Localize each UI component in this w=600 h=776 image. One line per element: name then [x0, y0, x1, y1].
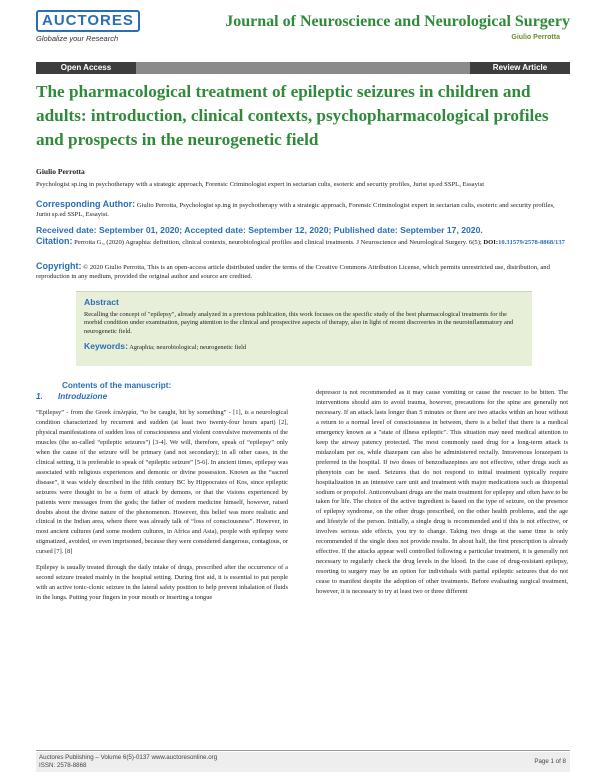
right-column: [316, 388, 568, 603]
left-column: [36, 408, 288, 609]
author-affiliation: Psychologist sp.ing in psychotherapy with a strategic approach, Forensic Criminologist expert in sectarian cults, esoteric and security profiles, Jurist sp.ed SSPL, Essayist: [36, 181, 485, 188]
article-author: Giulio Perrotta: [36, 167, 85, 176]
footer-publisher: Auctores Publishing – Volume 6(5)-0137 www.auctoresonline.org: [39, 754, 218, 761]
section-title: Introduzione: [58, 392, 108, 401]
abstract-box: [76, 291, 532, 366]
section-heading: [36, 392, 107, 401]
open-access-badge: Open Access: [36, 62, 136, 74]
article-dates: Received date: September 01, 2020; Accepted date: September 12, 2020; Published date: September 17, 2020.: [36, 225, 483, 235]
doi-label: DOI:: [483, 239, 499, 246]
article-type-badge: Review Article: [470, 62, 570, 74]
keywords-label: Keywords:: [84, 341, 128, 352]
abstract-heading: Abstract: [84, 297, 119, 307]
paragraph: “Epilepsy” - from the Greek ἐπιληψία, “to be caught, hit by something” - [1], is a neurological condition characterized by recurrent and sudden (at least two twenty-four hours apart) [2], physical manifestations of sudden loss of consciousness and violent convulsive movements of the muscles (the so-called “epileptic seizures”) [3-4]. We will, therefore, speak of “epilepsy” only when the cause of the seizure will be primary (and not secondary); in all other cases, in the clinical setting, it is preferable to speak of “epileptic seizure” [5-6]. In ancient times, epilepsy was associated with religious experiences and demonic or divine possession. Known as the “sacred disease”, it was widely described in the fifth century BC by Hippocrates of Kos, since epileptic seizures were thought to be a form of attack by demons, or that the visions experienced by patients were messages from the gods; the father of modern medicine himself, however, raised doubts about the divine nature of the phenomenon. However, this belief was more realistic and clinical in the Indian area, where there was already talk of “loss of consciousness”. However, in most ancient cultures (and some modern cultures, in Africa and Asia), people with epilepsy were stigmatized, avoided, or even imprisoned, because they were considered dangerous, contagious, or cursed [7]. [8]: [36, 409, 288, 556]
corresponding-author: [36, 200, 570, 219]
citation-text: Perrotta G., (2020) Agraphia: definition, clinical contexts, neurobiological profiles and clinical treatments. J Neuroscience and Neurological Surgery. 6(5);: [74, 239, 482, 246]
section-number: 1.: [36, 392, 43, 401]
citation: [36, 237, 570, 248]
copyright-label: Copyright:: [36, 261, 82, 271]
journal-header-author: Giulio Perrotta: [511, 34, 560, 41]
page-number: Page 1 of 8: [534, 758, 566, 765]
citation-label: Citation:: [36, 236, 73, 246]
keywords: [84, 341, 524, 351]
abstract-text: Recalling the concept of "epilepsy", already analyzed in a previous publication, this work focuses on the specific study of the best pharmacological treatments for the morbid condition under examination, paying attention to the clinical and prospective aspects of therapy, also in light of recent discoveries in the neuroinflammatory and neurogenetic field.: [84, 311, 514, 335]
corresponding-text: Giulio Perrotta, Psychologist sp.ing in psychotherapy with a strategic approach, Forensic Criminologist expert in sectarian cults, esoteric and security profiles, Jurist sp.ed SSPL, Essayist.: [36, 202, 555, 218]
paragraph: Epilepsy is usually treated through the daily intake of drugs, prescribed after the occurrence of a second seizure treated mainly in the hospital setting. During first aid, it is essential to put people with an active tonic-clonic seizure in the lateral safety position to help prevent inhalation of fluids in the lungs. Putting your fingers in your mouth or inserting a tongue: [36, 564, 288, 602]
footer-issn: ISSN: 2578-8868: [39, 762, 87, 769]
logo-tagline: Globalize your Research: [36, 34, 119, 43]
article-title: The pharmacological treatment of epileptic seizures in children and adults: introduction, clinical contexts, psychopharmacological profiles and prospects in the neurogenetic field: [36, 82, 549, 149]
copyright-text: © 2020 Giulio Perrotta, This is an open-access article distributed under the terms of the Creative Commons Attribution License, which permits unrestricted use, distribution, and reproduction in any medium, provided the original author and source are credited.: [36, 264, 550, 280]
doi-link[interactable]: 10.31579/2578-8868/137: [498, 239, 565, 246]
copyright: [36, 262, 570, 281]
corresponding-label: Corresponding Author:: [36, 199, 136, 209]
footer-divider: [36, 750, 570, 751]
keywords-text: Agraphia; neurobiological; neurogenetic field: [129, 344, 247, 352]
logo-text: AUCTORES: [42, 12, 134, 29]
logo-box: [36, 10, 140, 32]
journal-title: Journal of Neuroscience and Neurological Surgery: [225, 13, 570, 30]
page-footer: [36, 752, 570, 772]
publisher-logo: [36, 10, 156, 43]
contents-heading: Contents of the manuscript:: [62, 381, 172, 390]
paragraph: depressor is not recommended as it may cause vomiting or cause the rescuer to be bitten. The interventions should aim to avoid trauma, however, precautions for the spine are generally not necessary. If an attack lasts longer than 5 minutes or there are two attacks within an hour without a return to a normal level of consciousness in between, there is a belief that there is a medical emergency known as a "state of illness epileptic". This situation may need medical attention to keep the airway patency protected. The most commonly used drug for a long-term attack is midazolam per os, while diazepam can also be administered rectally. Intravenous lorazepam is preferred in the hospital. If two doses of benzodiazepines are not effective, other drugs such as phenytoin can be used. Seizures that do not respond to initial treatment typically require hospitalization in an intensive care unit and treatment with major medications such as thiopental sodium or propofol. Anticonvulsant drugs are the main treatment for epilepsy and often have to be taken for life. The choice of the active ingredient is based on the type of seizure, on the presence of epilepsy syndrome, on the other drugs prescribed, on the other health problems, and the age and lifestyle of the person. Initially, a single drug is recommended and if this is not effective, or involves serious side effects, you try to change. Taking two drugs at the same time is only recommended if the single does not provide results. In about half, the first prescription is already effective. If the attacks appear well controlled following a particular treatment, it is generally not necessary to regularly check the drug levels in the blood. In the case of drug-resistant epilepsy, resorting to surgery may be an option for individuals with partial epileptic seizures that do not cease to manifest despite the adoption of other treatments. Before evaluating surgical treatment, however, it is necessary to try at least two or three different: [316, 389, 568, 596]
